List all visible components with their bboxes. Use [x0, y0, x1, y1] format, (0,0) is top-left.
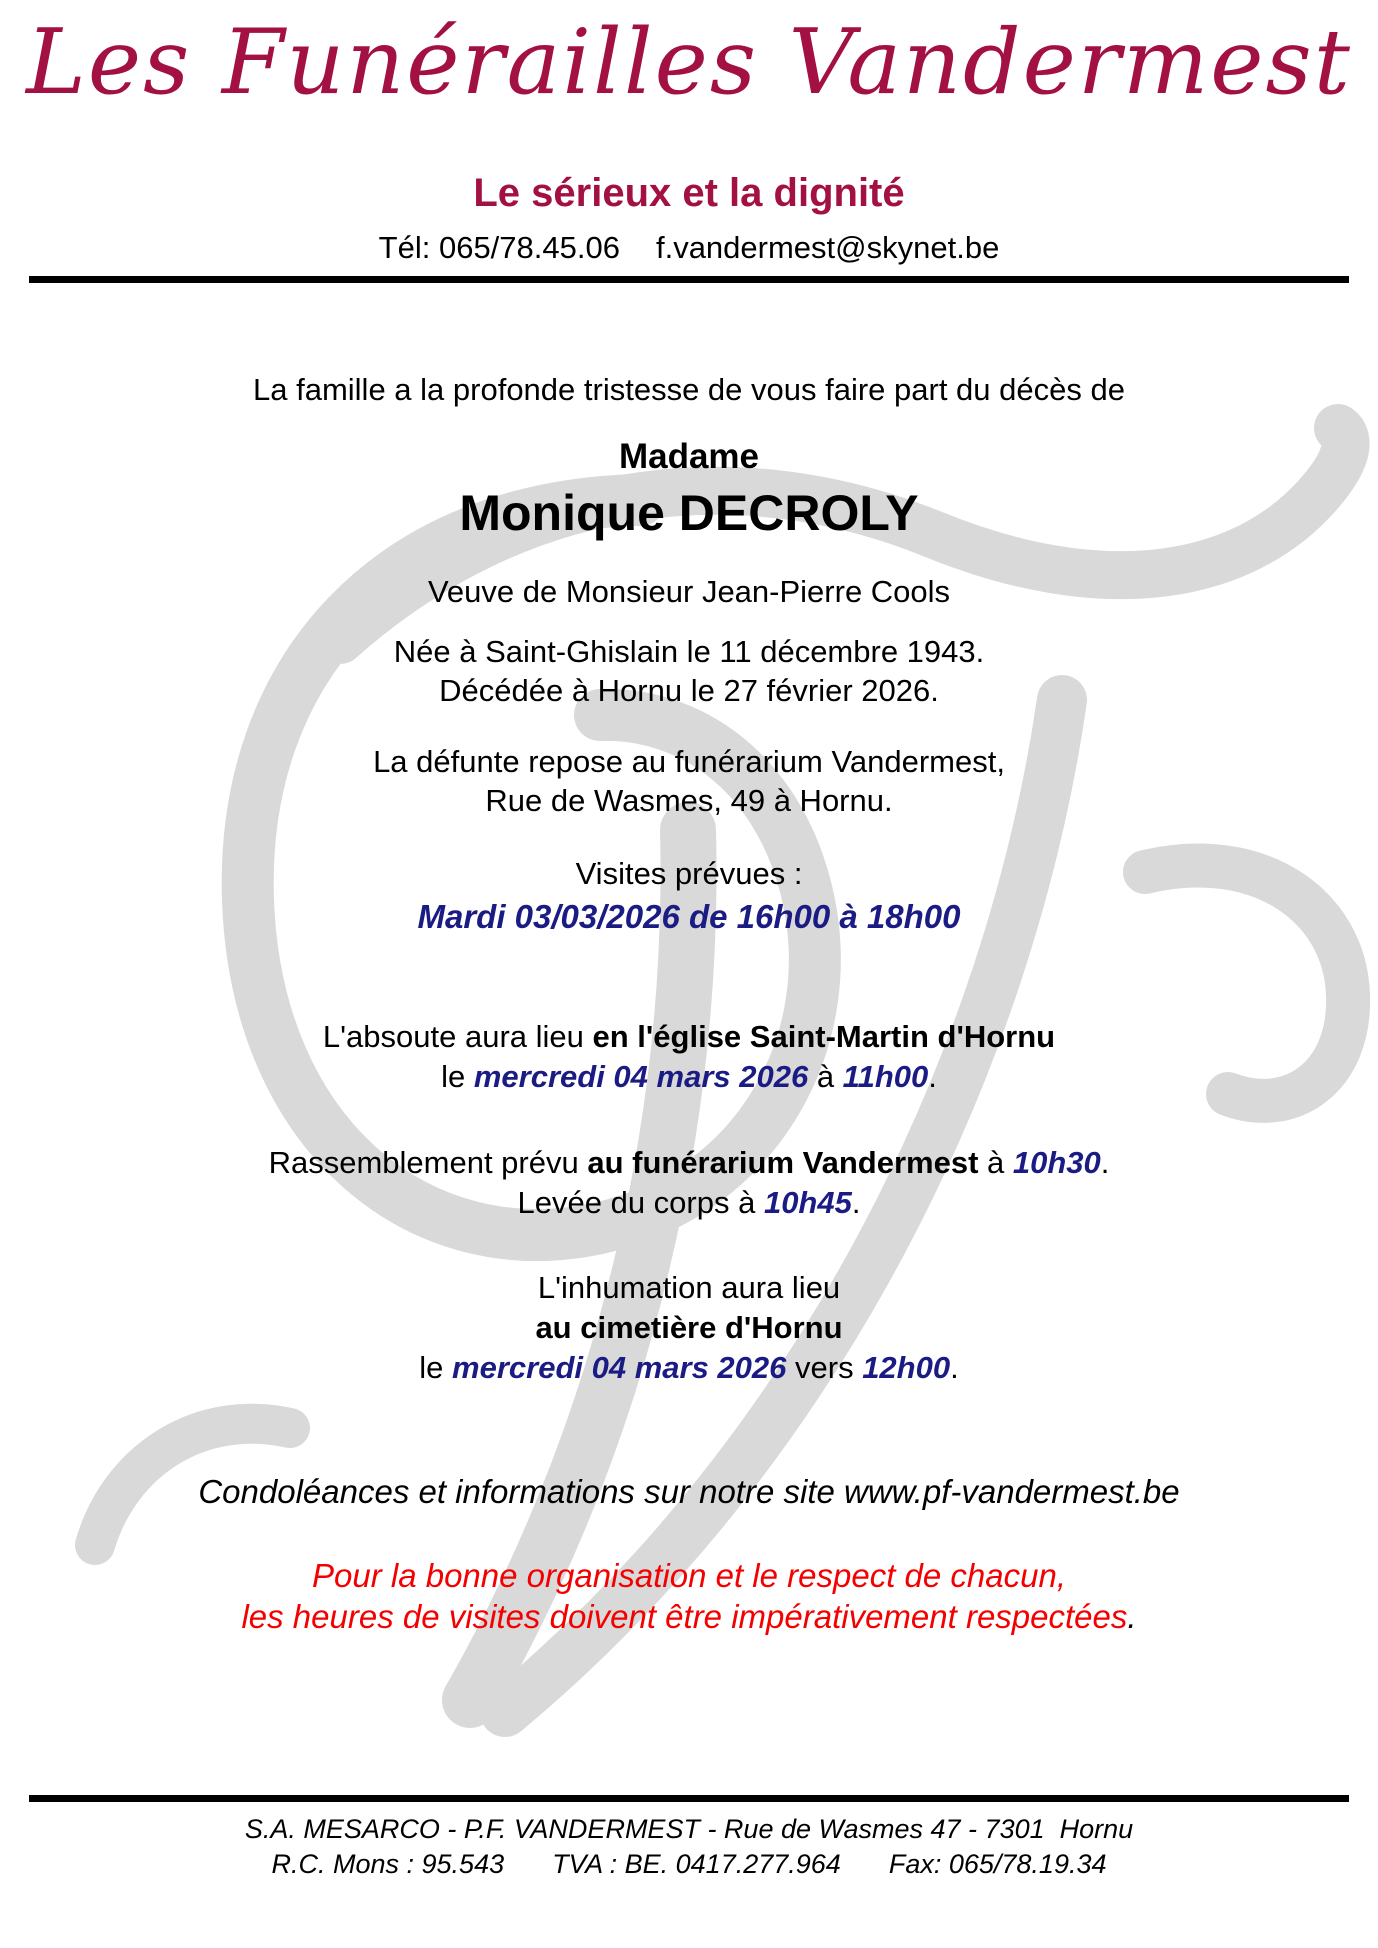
contact-line: [0, 230, 1378, 266]
repose-line-2: Rue de Wasmes, 49 à Hornu.: [485, 783, 893, 819]
announcement-body: [0, 371, 1378, 1636]
rassemblement-block: [0, 1144, 1378, 1222]
footer-company-line: S.A. MESARCO - P.F. VANDERMEST - Rue de Wasmes 47 - 7301 Hornu: [244, 1813, 1134, 1844]
letterhead: [0, 0, 1378, 266]
spacer: [0, 1637, 1378, 1795]
company-tagline: Le sérieux et la dignité: [473, 171, 905, 216]
company-footer: [0, 1814, 1378, 1881]
bottom-divider: [29, 1795, 1349, 1802]
honorific: Madame: [618, 437, 760, 477]
footer-fax: Fax: 065/78.19.34: [888, 1848, 1107, 1879]
repose-line-1: La défunte repose au funérarium Vandermest,: [373, 743, 1005, 779]
inhumation-line-2: au cimetière d'Hornu: [535, 1310, 843, 1346]
footer-tva: TVA : BE. 0417.277.964: [552, 1848, 841, 1879]
repose-block: [0, 743, 1378, 819]
footer-registration-line: [0, 1849, 1378, 1881]
email-address: f.vandermest@skynet.be: [655, 230, 1000, 266]
absoute-date-line: le mercredi 04 mars 2026 à 11h00.: [441, 1058, 937, 1094]
visits-label: Visites prévues :: [575, 856, 803, 892]
inhumation-block: [0, 1269, 1378, 1386]
absoute-line: L'absoute aura lieu en l'église Saint-Martin d'Hornu: [322, 1019, 1056, 1055]
notice-line-1: Pour la bonne organisation et le respect de chacun,: [311, 1556, 1066, 1594]
inhumation-date-line: le mercredi 04 mars 2026 vers 12h00.: [419, 1349, 959, 1385]
footer-rc: R.C. Mons : 95.543: [271, 1848, 505, 1879]
top-divider: [29, 276, 1349, 283]
visits-schedule: Mardi 03/03/2026 de 16h00 à 18h00: [417, 897, 961, 935]
condolences-line: Condoléances et informations sur notre site www.pf-vandermest.be: [198, 1472, 1180, 1510]
intro-line: La famille a la profonde tristesse de vous faire part du décès de: [253, 372, 1125, 408]
deceased-name: Monique DECROLY: [459, 485, 919, 542]
company-title: Les Funérailles Vandermest: [26, 10, 1352, 115]
visit-notice-block: [0, 1557, 1378, 1637]
inhumation-line-1: L'inhumation aura lieu: [537, 1270, 841, 1306]
levee-line: Levée du corps à 10h45.: [517, 1184, 861, 1220]
birth-line: Née à Saint-Ghislain le 11 décembre 1943.: [393, 633, 985, 669]
birth-death-block: [0, 633, 1378, 709]
notice-line-2: les heures de visites doivent être impérativement respectées.: [241, 1597, 1137, 1635]
phone-number: Tél: 065/78.45.06: [378, 230, 620, 266]
absoute-block: [0, 1018, 1378, 1096]
rassemblement-line: Rassemblement prévu au funérarium Vandermest à 10h30.: [268, 1144, 1110, 1180]
visits-block: [0, 855, 1378, 936]
death-line: Décédée à Hornu le 27 février 2026.: [439, 672, 939, 708]
relation-line: Veuve de Monsieur Jean-Pierre Cools: [427, 574, 951, 610]
